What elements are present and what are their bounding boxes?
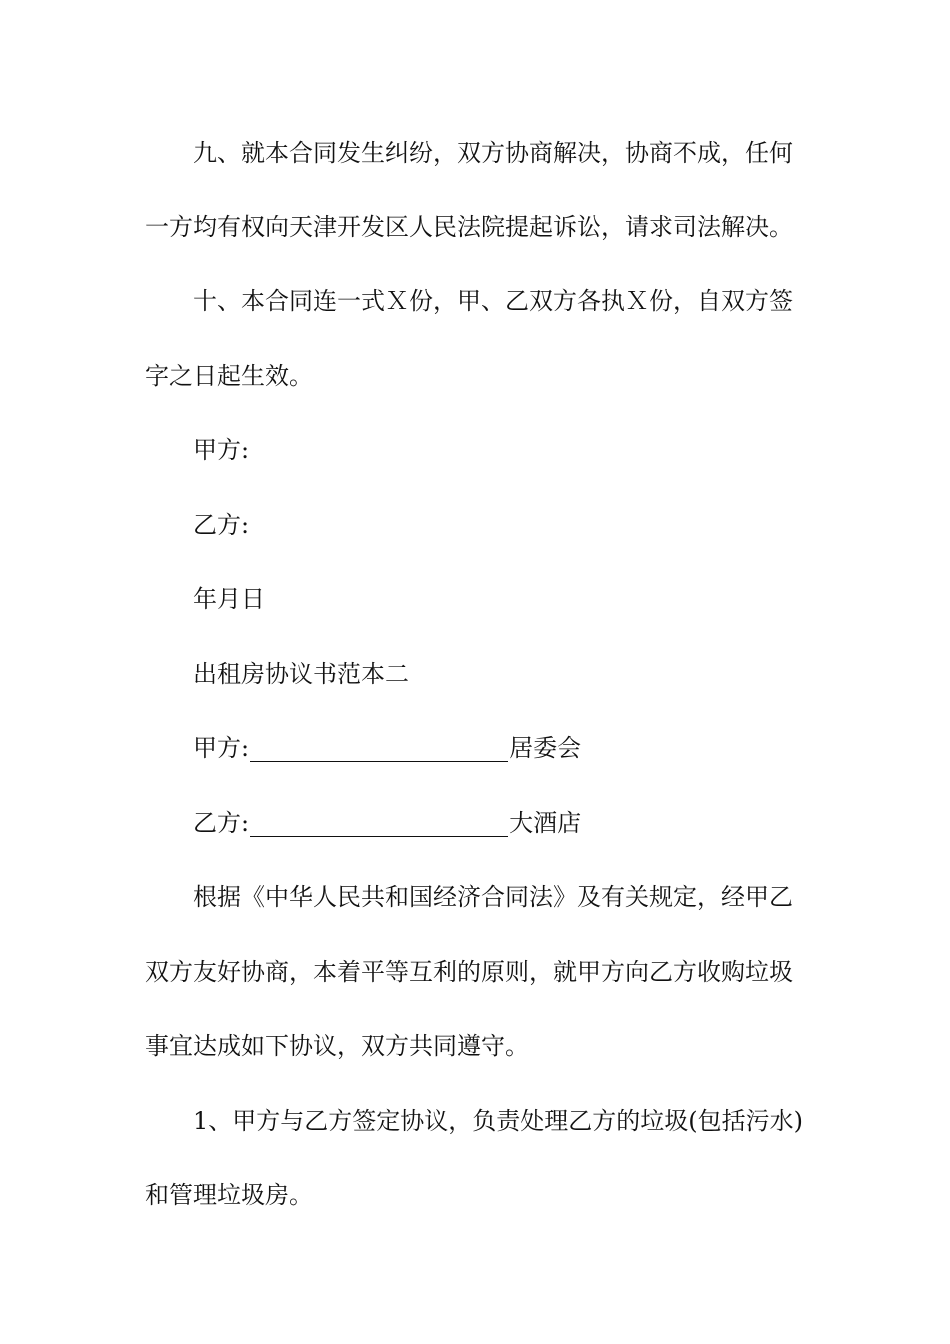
party-b-label: 乙方: <box>193 809 250 837</box>
signature-date: 年月日 <box>193 585 265 613</box>
clause-ten-line-1: 十、本合同连一式Ｘ份，甲、乙双方各执Ｘ份，自双方签 <box>193 287 793 315</box>
clause-one-line-1: 1、甲方与乙方签定协议，负责处理乙方的垃圾(包括污水) <box>193 1107 803 1135</box>
party-b-suffix: 大酒店 <box>509 809 582 837</box>
preamble-line-3: 事宜达成如下协议，双方共同遵守。 <box>145 1032 529 1060</box>
preamble-line-2: 双方友好协商，本着平等互利的原则，就甲方向乙方收购垃圾 <box>145 958 793 986</box>
party-a-suffix: 居委会 <box>509 734 582 762</box>
party-b-line <box>0 808 950 838</box>
party-a-line <box>0 733 950 763</box>
signature-party-a: 甲方: <box>193 436 250 464</box>
clause-ten-line-2: 字之日起生效。 <box>145 362 313 390</box>
party-b-blank <box>250 812 508 837</box>
party-a-label: 甲方: <box>193 734 250 762</box>
clause-nine-line-1: 九、就本合同发生纠纷，双方协商解决，协商不成，任何 <box>193 139 793 167</box>
clause-one-line-2: 和管理垃圾房。 <box>145 1181 313 1209</box>
party-a-blank <box>250 737 508 762</box>
signature-party-b: 乙方: <box>193 511 250 539</box>
preamble-line-1: 根据《中华人民共和国经济合同法》及有关规定，经甲乙 <box>193 883 793 911</box>
clause-nine-line-2: 一方均有权向天津开发区人民法院提起诉讼，请求司法解决。 <box>145 213 793 241</box>
section-title: 出租房协议书范本二 <box>193 660 409 688</box>
